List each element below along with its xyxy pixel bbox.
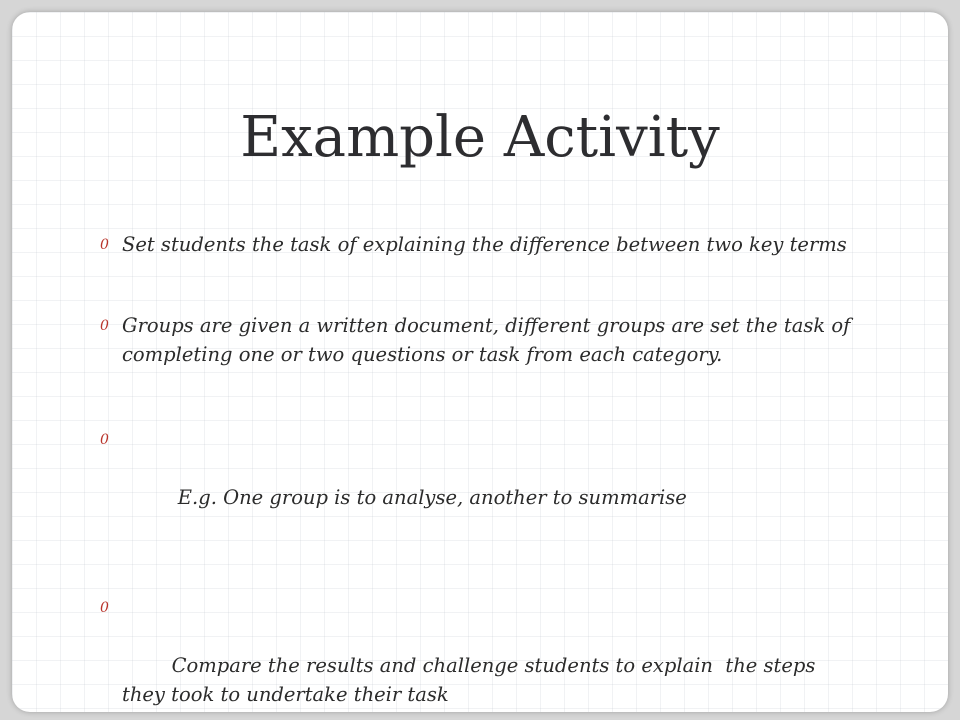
bullet-marker-icon: 0 — [100, 432, 109, 448]
bullet-text-1: Set students the task of explaining the difference between two key terms — [122, 233, 847, 256]
bullet-list — [100, 230, 860, 712]
bullet-marker-icon: 0 — [100, 600, 109, 616]
bullet-marker-icon: 0 — [100, 237, 109, 253]
bullet-text-3: E.g. One group is to analyse, another to summarise — [171, 486, 687, 509]
bullet-item-2 — [100, 311, 860, 369]
bullet-marker-icon: 0 — [100, 318, 109, 334]
slide-title: Example Activity — [240, 105, 720, 170]
slide-card — [12, 12, 948, 712]
bullet-item-1 — [100, 230, 860, 259]
bullet-item-4 — [100, 593, 860, 712]
bullet-item-3 — [100, 425, 860, 541]
bullet-text-4: Compare the results and challenge students to explain the steps they took to undertake their task — [122, 654, 822, 706]
bullet-text-2: Groups are given a written document, different groups are set the task of completing one or two questions or task from each category. — [122, 314, 851, 366]
